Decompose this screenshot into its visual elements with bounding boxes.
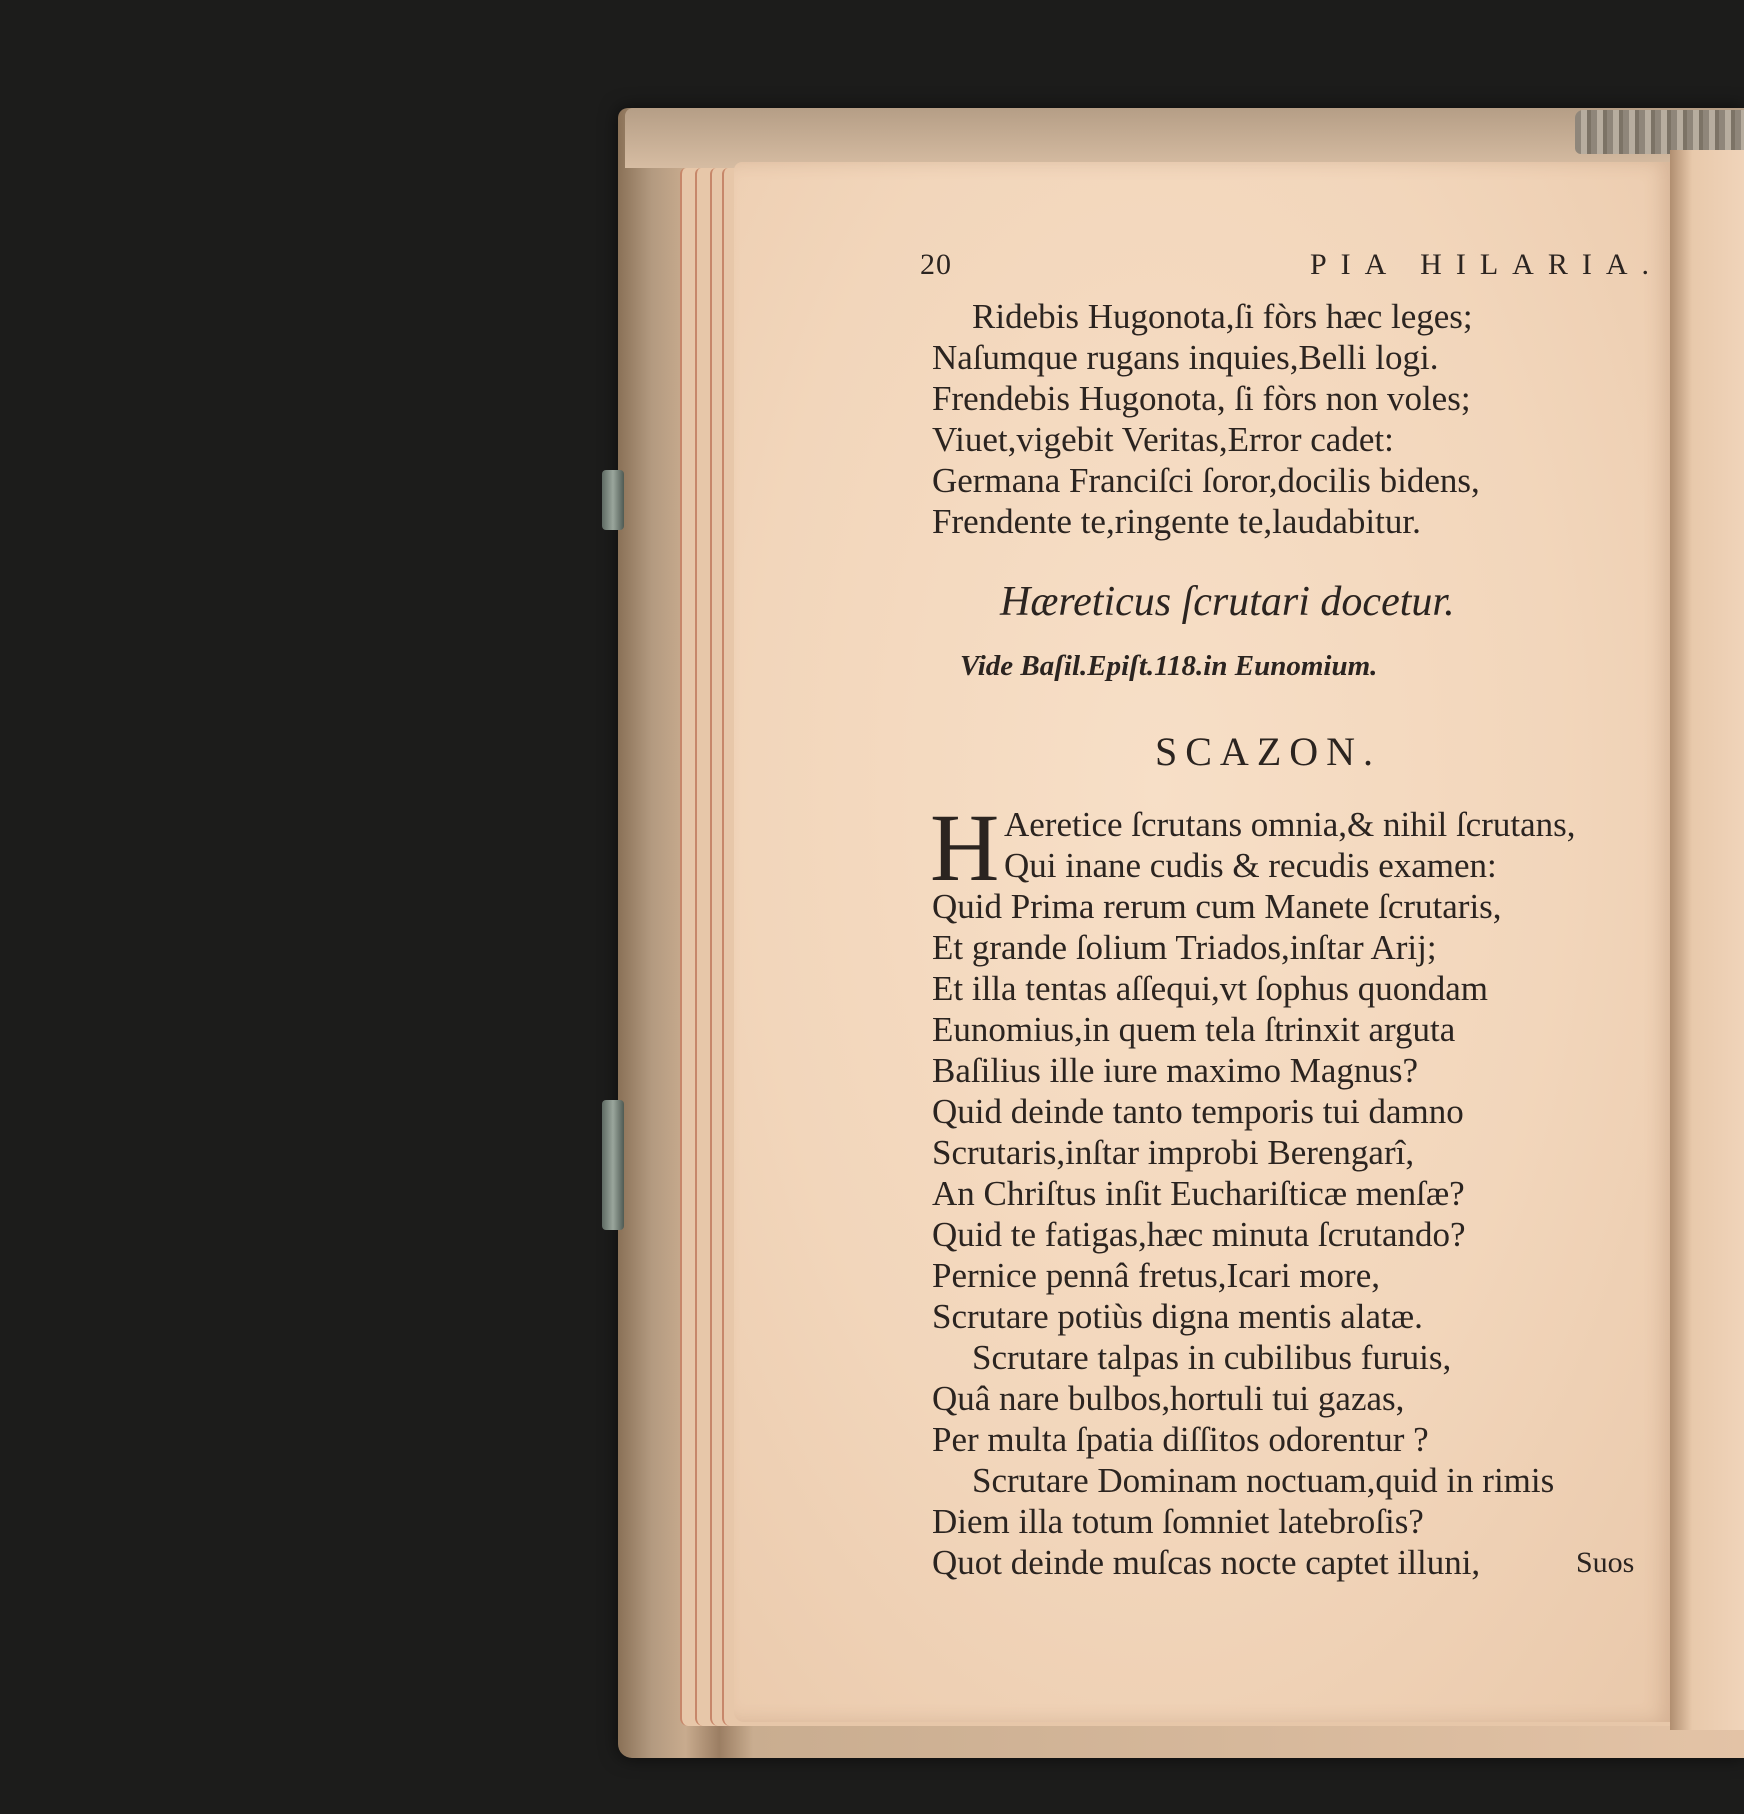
verse-line: Baſilius ille iure maximo Magnus? bbox=[932, 1051, 1419, 1090]
verse-line: Et grande ſolium Triados,inſtar Arij; bbox=[932, 928, 1437, 967]
verse-line: Scrutare potiùs digna mentis alatæ. bbox=[932, 1297, 1423, 1336]
drop-cap: H bbox=[930, 794, 1000, 901]
verse-line: Quid te fatigas,hæc minuta ſcrutando? bbox=[932, 1215, 1466, 1254]
verse-line: Scrutare talpas in cubilibus furuis, bbox=[972, 1338, 1452, 1377]
verse-line: Quot deinde muſcas nocte captet illuni, bbox=[932, 1543, 1481, 1582]
verse-line: Scrutaris,inſtar improbi Berengarî, bbox=[932, 1133, 1415, 1172]
page-gutter bbox=[1670, 150, 1744, 1730]
verse-line: Ridebis Hugonota,ſi fòrs hæc leges; bbox=[972, 297, 1473, 336]
verse-line: Frendente te,ringente te,laudabitur. bbox=[932, 502, 1421, 541]
running-title: PIA HILARIA. bbox=[1310, 248, 1663, 281]
catchword: Suos bbox=[1576, 1546, 1635, 1579]
verse-line: Scrutare Dominam noctuam,quid in rimis bbox=[972, 1461, 1555, 1500]
spine-headband bbox=[1575, 110, 1744, 154]
verse-line: Germana Franciſci ſoror,docilis bidens, bbox=[932, 461, 1480, 500]
page-number: 20 bbox=[920, 248, 952, 281]
poem-reference: Vide Baſil.Epiſt.118.in Eunomium. bbox=[960, 650, 1378, 682]
second-poem bbox=[930, 794, 1576, 1583]
poem-meter: SCAZON. bbox=[1155, 729, 1382, 774]
verse-line: Aeretice ſcrutans omnia,& nihil ſcrutans, bbox=[1004, 805, 1576, 844]
verse-line: Quâ nare bulbos,hortuli tui gazas, bbox=[932, 1379, 1405, 1418]
verse-line: Qui inane cudis & recudis examen: bbox=[1004, 846, 1497, 885]
verse-line: Eunomius,in quem tela ſtrinxit arguta bbox=[932, 1010, 1456, 1049]
poem-title: Hæreticus ſcrutari docetur. bbox=[1000, 579, 1455, 625]
verse-line: Quid deinde tanto temporis tui damno bbox=[932, 1092, 1464, 1131]
verse-line: Diem illa totum ſomniet latebroſis? bbox=[932, 1502, 1424, 1541]
verse-line: Frendebis Hugonota, ſi fòrs non voles; bbox=[932, 379, 1471, 418]
verse-line: Naſumque rugans inquies,Belli logi. bbox=[932, 338, 1439, 377]
verse-line: Viuet,vigebit Veritas,Error cadet: bbox=[932, 420, 1394, 459]
verse-line: Per multa ſpatia diſſitos odorentur ? bbox=[932, 1420, 1429, 1459]
clasp-upper bbox=[602, 470, 624, 530]
first-poem bbox=[932, 296, 1480, 542]
verse-line: Quid Prima rerum cum Manete ſcrutaris, bbox=[932, 887, 1502, 926]
running-head bbox=[920, 248, 1663, 282]
clasp-lower bbox=[602, 1100, 624, 1230]
verse-line: Et illa tentas aſſequi,vt ſophus quondam bbox=[932, 969, 1489, 1008]
verse-line: Pernice pennâ fretus,Icari more, bbox=[932, 1256, 1380, 1295]
verse-line: An Chriſtus inſit Euchariſticæ menſæ? bbox=[932, 1174, 1465, 1213]
